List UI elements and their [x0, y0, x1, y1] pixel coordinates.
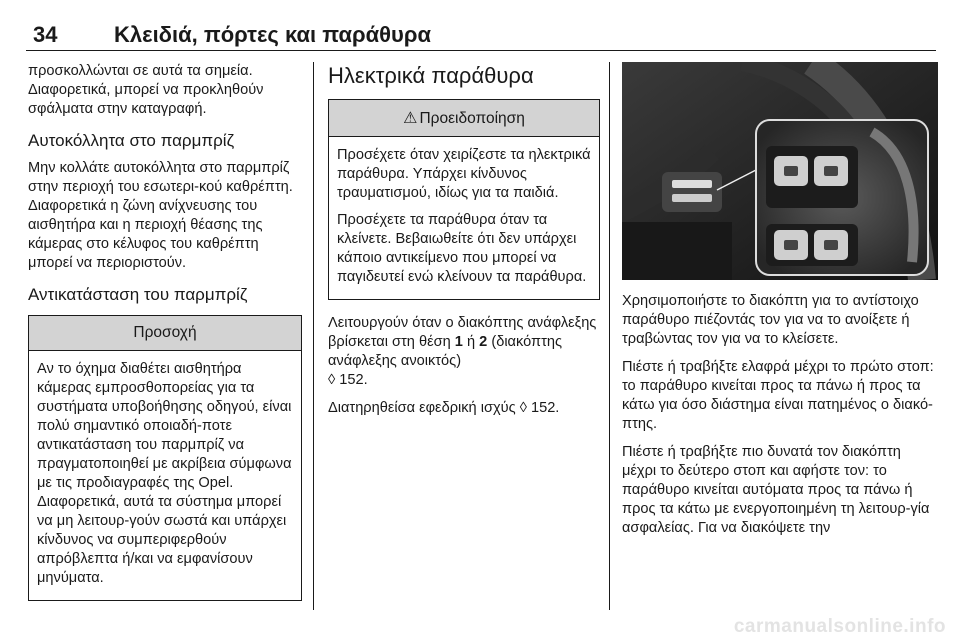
page-number: 34 — [33, 22, 58, 47]
warning-paragraph-2: Προσέχετε τα παράθυρα όταν τα κλείνετε. Βεβαιωθείτε ότι δεν υπάρχει κάποιο αντικείμενο που μπορεί να παγιδευτεί ενώ κλείνουν τα παράθυρα. — [337, 212, 587, 285]
warning-header — [329, 100, 599, 137]
intro-paragraph: προσκολλώνται σε αυτά τα σημεία. Διαφορετικά, μπορεί να προκληθούν σφάλματα στην καταγραφή. — [28, 63, 264, 117]
sticker-heading: Αυτοκόλλητα στο παρμπρίζ — [28, 131, 235, 150]
position-2: 2 — [479, 334, 488, 350]
usage-paragraph: Χρησιμοποιήστε το διακόπτη για το αντίστοιχο παράθυρο πιέζοντάς τον για να το ανοίξετε ή τραβώντας τον για να το κλείσετε. — [622, 293, 919, 347]
page-ref-icon: ◊ — [519, 400, 527, 416]
page-ref-icon: ◊ — [328, 372, 336, 388]
sticker-paragraph: Μην κολλάτε αυτοκόλλητα στο παρμπρίζ στην περιοχή του εσωτερι-κού καθρέπτη. Διαφορετικά η ζώνη ανίχνευσης του αισθητήρα και η περιοχή θέασης της κάμερας στο κέλυφος του καθρέπτη μπορεί να περιοριστούν. — [28, 160, 293, 271]
header-rule — [26, 50, 936, 51]
caution-text: Αν το όχημα διαθέτει αισθητήρα κάμερας εμπροσθοπορείας για τα συστήματα υποβοήθησης οδηγού, είναι πολύ σημαντικό οποιαδή-ποτε αντικατάσταση του παρμπρίζ να πραγματοποιηθεί με ακρίβεια σύμφωνα με τις προδιαγραφές της Opel. Διαφορετικά, αυτά τα σύστημα μπορεί να μη λειτουρ-γούν σωστά και υπάρχει κίνδυνος να συμπεριφερθούν απρόβλεπτα ή/και να εμφανίσουν μηνύματα. — [37, 361, 292, 586]
second-stop-paragraph: Πιέστε ή τραβήξτε πιο δυνατά τον διακόπτη μέχρι το δεύτερο στοπ και αφήστε τον: το παράθυρο κινείται αυτόματα προς τα πάνω ή προς τα κάτω με ενεργοποιημένη τη λειτουρ-γία ασφαλείας. Για να διακόψετε την — [622, 444, 930, 536]
operation-paragraph: Λειτουργούν όταν ο διακόπτης ανάφλεξης βρίσκεται στη θέση 1 ή 2 (διακόπτης ανάφλεξης ανοικτός) ◊ 152. — [328, 315, 597, 388]
replace-heading: Αντικατάσταση του παρμπρίζ — [28, 285, 248, 304]
column-divider-1 — [313, 62, 314, 610]
page-ref-link[interactable]: 152. — [526, 400, 560, 416]
page-header — [0, 0, 960, 50]
caution-title: Προσοχή — [29, 316, 301, 351]
column-right — [622, 62, 938, 547]
chapter-title: Κλειδιά, πόρτες και παράθυρα — [114, 22, 431, 47]
warning-paragraph-1: Προσέχετε όταν χειρίζεστε τα ηλεκτρικά παράθυρα. Υπάρχει κίνδυνος τραυματισμού, ιδίως για τα παιδιά. — [337, 147, 591, 201]
position-1: 1 — [454, 334, 463, 350]
watermark: carmanualsonline.info — [733, 616, 946, 637]
column-left — [28, 62, 302, 601]
first-stop-paragraph: Πιέστε ή τραβήξτε ελαφρά μέχρι το πρώτο στοπ: το παράθυρο κινείται προς τα πάνω ή προς τα κάτω για όσο διάστημα είναι πατημένος ο διακό-πτης. — [622, 359, 934, 432]
warning-title: Προειδοποίηση — [419, 110, 525, 127]
warning-box — [328, 99, 600, 300]
caution-box — [28, 315, 302, 601]
column-divider-2 — [609, 62, 610, 610]
column-middle — [328, 62, 600, 427]
window-switch-photo — [622, 62, 938, 280]
warning-triangle-icon: ⚠ — [403, 110, 418, 127]
window-switch-illustration — [622, 62, 938, 280]
page-ref-link[interactable]: 152. — [335, 372, 368, 388]
standby-paragraph: Διατηρηθείσα εφεδρική ισχύς ◊ 152. — [328, 400, 560, 416]
section-heading: Ηλεκτρικά παράθυρα — [328, 63, 534, 88]
